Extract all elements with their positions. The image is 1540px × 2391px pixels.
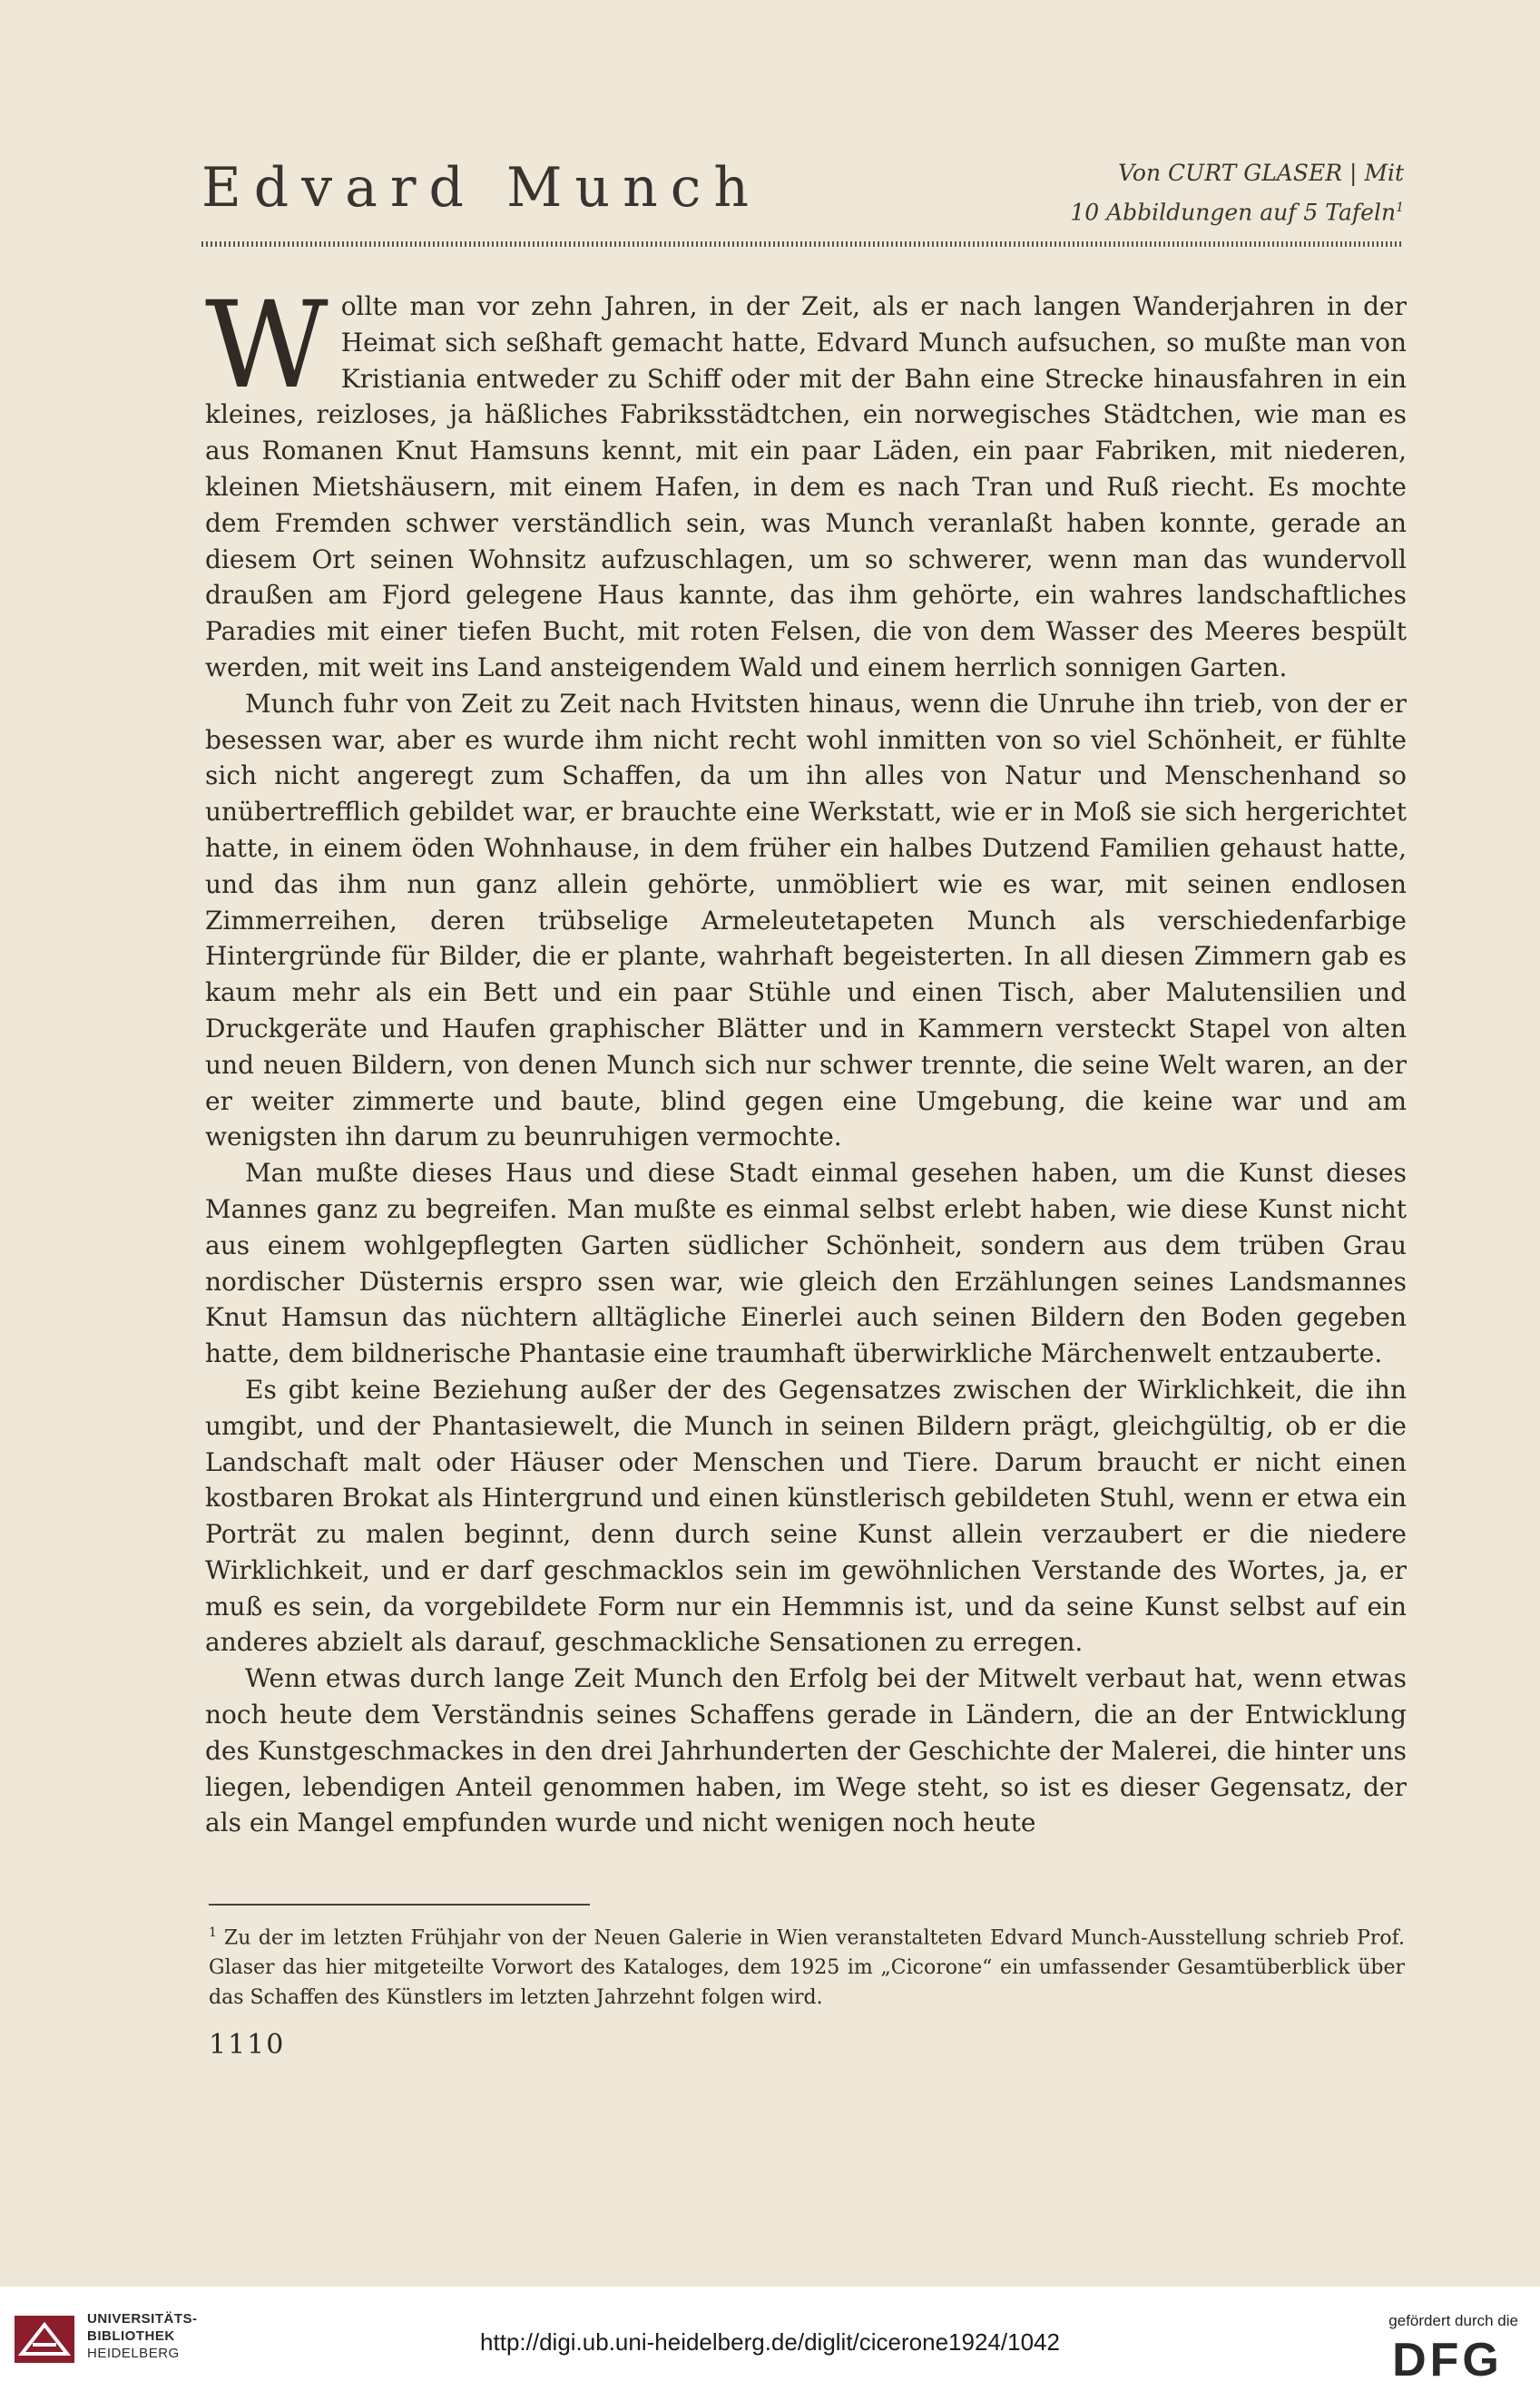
page-number: 1110 xyxy=(209,2029,286,2061)
byline-illustrations xyxy=(1023,191,1404,230)
paragraph-1-text: ollte man vor zehn Jahren, in der Zeit, als er nach langen Wanderjahren in der Heimat sich seßhaft gemacht hatte, Edvard Munch aufsuchen, so mußte man von Kristiania entweder zu Schiff oder mit der Bahn eine Strecke hinausfahren in ein kleines, reizloses, ja häßliches Fabriksstädtchen, ein norwegisches Städtchen, wie man es aus Romanen Knut Hamsuns kennt, mit ein paar Läden, ein paar Fabriken, mit niederen, kleinen Mietshäusern, mit einem Hafen, in dem es nach Tran und Ruß riecht. Es mochte dem Fremden schwer verständlich sein, was Munch veranlaßt haben konnte, gerade an diesem Ort seinen Wohnsitz aufzuschlagen, um so schwerer, wenn man das wundervoll draußen am Fjord gelegene Haus kannte, das ihm gehörte, ein wahres landschaftliches Paradies mit einer tiefen Bucht, mit roten Felsen, die von dem Wasser des Meeres bespült werden, mit weit ins Land ansteigendem Wald und einem herrlich sonnigen Garten. xyxy=(205,291,1407,682)
article-byline xyxy=(1023,156,1404,230)
byline-footnote-mark: 1 xyxy=(1396,201,1404,215)
article-title: Edvard Munch xyxy=(201,156,762,220)
source-url-link[interactable]: http://digi.ub.uni-heidelberg.de/diglit/cicerone1924/1042 xyxy=(480,2328,1060,2356)
byline-illustrations-text: 10 Abbildungen auf 5 Tafeln xyxy=(1070,199,1397,226)
byline-author: Von CURT GLASER | Mit xyxy=(1118,160,1404,186)
article-body xyxy=(205,276,1407,1841)
dfg-logo-text: DFG xyxy=(1392,2334,1503,2381)
digitization-footer xyxy=(0,2287,1540,2391)
footnote-mark: 1 xyxy=(209,1926,217,1940)
library-name-line1: UNIVERSITÄTS- xyxy=(87,2311,198,2327)
library-name-line2: BIBLIOTHEK xyxy=(87,2328,175,2344)
paragraph-5: Wenn etwas durch lange Zeit Munch den Erfolg bei der Mitwelt verbaut hat, wenn etwas noch heute dem Verständnis seines Schaffens gerade in Ländern, die an der Entwicklung des Kunstgeschmackes in den drei Jahrhunderten der Geschichte der Malerei, die hinter uns liegen, lebendigen Anteil genommen haben, im Wege steht, so ist es dieser Gegensatz, der als ein Mangel empfunden wurde und nicht wenigen noch heute xyxy=(205,1663,1407,1838)
funded-by-label: gefördert durch die xyxy=(1388,2312,1518,2329)
footnote-text: Zu der im letzten Frühjahr von der Neuen Galerie in Wien veranstalteten Edvard Munch-Ausstellung schrieb Prof. Glaser das hier mitgeteilte Vorwort des Kataloges, dem 1925 im „Cicorone“ ein umfassender Gesamtüberblick über das Schaffen des Künstlers im letzten Jahrzehnt folgen wird. xyxy=(209,1926,1405,2010)
paragraph-2: Munch fuhr von Zeit zu Zeit nach Hvitsten hinaus, wenn die Unruhe ihn trieb, von der er besessen war, aber es wurde ihm nicht recht wohl inmitten von so viel Schönheit, er fühlte sich nicht angeregt zum Schaffen, da um ihn alles von Natur und Menschenhand so unübertrefflich gebildet war, er brauchte eine Werkstatt, wie er in Moß sie sich hergerichtet hatte, in einem öden Wohnhause, in dem früher ein halbes Dutzend Familien gehaust hatte, und das ihm nun ganz allein gehörte, unmöbliert wie es war, mit seinen endlosen Zimmerreihen, deren trübselige Armeleutetapeten Munch als verschiedenfarbige Hintergründe für Bilder, die er plante, wahrhaft begeisterten. In all diesen Zimmern gab es kaum mehr als ein Bett und ein paar Stühle und einen Tisch, aber Malutensilien und Druckgeräte und Haufen graphischer Blätter und in Kammern versteckt Stapel von alten und neuen Bildern, von denen Munch sich nur schwer trennte, die seine Welt waren, an der er weiter zimmerte und baute, blind gegen eine Umgebung, die keine war und am wenigsten ihn darum zu beunruhigen vermochte. xyxy=(205,688,1407,1152)
paragraph-3: Man mußte dieses Haus und diese Stadt einmal gesehen haben, um die Kunst dieses Mannes ganz zu begreifen. Man mußte es einmal selbst erlebt haben, wie diese Kunst nicht aus einem wohlgepflegten Garten südlicher Schönheit, sondern aus dem trüben Grau nordischer Düsternis erspro ssen war, wie gleich den Erzählungen seines Landsmannes Knut Hamsun das nüchtern alltägliche Einerlei auch seinen Bildern den Boden gegeben hatte, dem bildnerische Phantasie eine traumhaft überwirkliche Märchenwelt entzauberte. xyxy=(205,1158,1407,1369)
paragraph-1 xyxy=(205,276,1407,686)
drop-cap: W xyxy=(205,276,329,416)
footnote xyxy=(209,1918,1405,2013)
paragraph-4: Es gibt keine Beziehung außer der des Gegensatzes zwischen der Wirklichkeit, die ihn umgibt, und der Phantasiewelt, die Munch in seinen Bildern prägt, gleichgültig, ob er die Landschaft malt oder Häuser oder Menschen und Tiere. Darum braucht er nicht einen kostbaren Brokat als Hintergrund und einen künstlerisch gebildeten Stuhl, wenn er etwa ein Porträt zu malen beginnt, denn durch seine Kunst allein verzaubert er die niedere Wirklichkeit, und er darf geschmacklos sein im gewöhnlichen Verstande des Wortes, ja, er muß es sein, da vorgebildete Form nur ein Hemmnis ist, und da seine Kunst selbst auf ein anderes abzielt als darauf, geschmackliche Sensationen zu erregen. xyxy=(205,1374,1407,1658)
footnote-rule xyxy=(209,1904,590,1906)
dfg-logo-icon xyxy=(1375,2334,1520,2381)
dotted-rule xyxy=(201,241,1404,247)
library-name-line3: HEIDELBERG xyxy=(87,2346,180,2361)
